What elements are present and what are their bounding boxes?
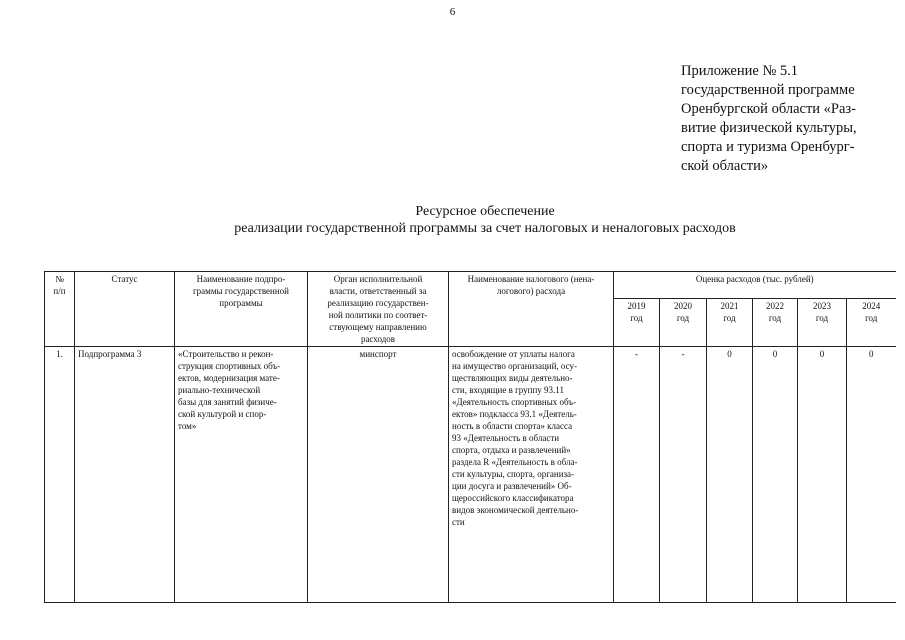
header-year-unit: год [768,312,782,323]
header-year-unit: год [723,312,736,323]
row-subprogram-line: «Строительство и рекон- [178,349,274,359]
header-year [753,298,798,346]
header-year [660,298,707,346]
header-year-value: 2023 [813,300,831,311]
resource-table [44,271,896,603]
header-year-unit: год [676,312,690,323]
row-tax-name-line: освобождение от уплаты налога [452,349,575,359]
header-tax-name-line: логового) расхода [496,286,566,296]
row-status: Подпрограмма 3 [75,347,175,603]
header-estimate-label: Оценка расходов (тыс. рублей) [695,274,814,284]
header-num [45,272,75,347]
table-row [45,347,896,603]
header-status-line: Статус [111,274,138,284]
appendix-line: Оренбургской области «Раз- [681,101,856,117]
row-tax-name-line: «Деятельность спортивных объ- [452,397,577,407]
appendix-line: витие физической культуры, [681,120,857,136]
header-year-value: 2022 [766,300,784,311]
header-tax-name [449,272,614,347]
row-value-2020: - [660,347,707,603]
header-year-value: 2020 [674,300,692,311]
row-subprogram-line: ской культурой и спор- [178,409,267,419]
header-authority-line: Орган исполнительной [333,274,423,284]
header-subprogram-line: программы [219,298,263,308]
row-subprogram-line: ектов, модернизация мате- [178,373,280,383]
appendix-line: Приложение № 5.1 [681,63,799,79]
row-num: 1. [45,347,75,603]
row-tax-name-line: ции досуга и развлечений» Об- [452,481,572,491]
header-authority-line: ствующему направлению [329,322,427,332]
header-status [75,272,175,347]
row-value-2023: 0 [798,347,847,603]
row-subprogram-line: риально-технической [178,385,261,395]
row-subprogram-line: том» [178,421,197,431]
row-authority: минспорт [308,347,449,603]
appendix-note [681,62,881,176]
row-tax-name [449,347,614,603]
row-tax-name-line: видов экономической деятельно- [452,505,579,515]
row-tax-name-line: спорта, отдыха и развлечений» [452,445,571,455]
document-title [0,203,905,237]
header-authority [308,272,449,347]
row-value-2022: 0 [753,347,798,603]
header-year [614,298,660,346]
header-estimate [614,272,896,299]
header-year-unit: год [865,312,878,323]
header-authority-line: реализацию государствен- [327,298,429,308]
header-num-line: № [55,274,64,284]
appendix-line: ской области» [681,158,769,174]
header-subprogram-line: граммы государственной [192,286,290,296]
title-line: Ресурсное обеспечение [415,204,555,219]
row-tax-name-line: сти [452,517,465,527]
header-authority-line: ной политики по соответ- [328,310,428,320]
header-year [707,298,753,346]
header-year-value: 2024 [862,300,881,311]
header-num-line: п/п [53,286,66,296]
header-year-value: 2021 [720,300,739,311]
header-subprogram-line: Наименование подпро- [196,274,286,284]
appendix-line: спорта и туризма Оренбург- [681,139,855,155]
header-year [847,298,896,346]
title-line: реализации государственной программы за счет налоговых и неналоговых расходов [234,221,736,236]
row-tax-name-line: ществляющих виды деятельно- [452,373,573,383]
header-subprogram [175,272,308,347]
row-subprogram-line: базы для занятий физиче- [178,397,277,407]
row-tax-name-line: щероссийского классификатора [452,493,574,503]
row-value-2021: 0 [707,347,753,603]
row-tax-name-line: ектов» подкласса 93.1 «Деятель- [452,409,577,419]
header-tax-name-line: Наименование налогового (нена- [467,274,595,284]
row-value-2024: 0 [847,347,896,603]
row-tax-name-line: раздела R «Деятельность в обла- [452,457,578,467]
row-subprogram [175,347,308,603]
row-tax-name-line: сти культуры, спорта, организа- [452,469,575,479]
header-row [45,272,896,299]
header-year [798,298,847,346]
page-number: 6 [449,6,456,18]
row-subprogram-line: струкция спортивных объ- [178,361,281,371]
row-tax-name-line: 93 «Деятельность в области [452,433,560,443]
row-tax-name-line: сти, входящие в группу 93.11 [452,385,564,395]
row-value-2019: - [614,347,660,603]
header-year-unit: год [630,312,643,323]
row-tax-name-line: ность в области спорта» класса [452,421,573,431]
appendix-line: государственной программе [681,82,855,98]
header-year-unit: год [815,312,829,323]
header-year-value: 2019 [627,300,646,311]
header-authority-line: власти, ответственный за [329,286,427,296]
header-authority-line: расходов [360,334,396,344]
row-tax-name-line: на имущество организаций, осу- [452,361,578,371]
